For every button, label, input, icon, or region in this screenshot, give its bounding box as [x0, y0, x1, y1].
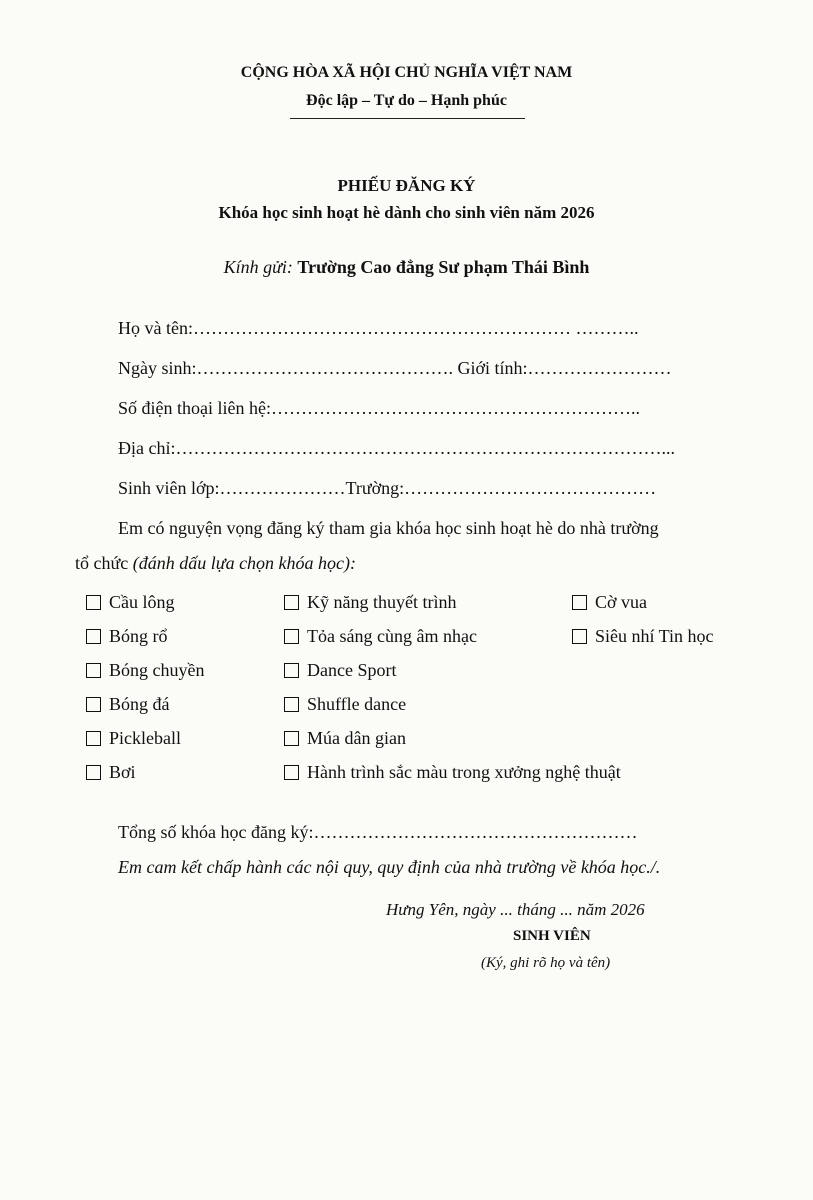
intro-prefix: tổ chức	[75, 553, 129, 573]
course-label: Shuffle dance	[307, 694, 407, 714]
full-name-field[interactable]: Họ và tên:……………………………………………………… ………..	[118, 318, 639, 338]
course-label: Kỹ năng thuyết trình	[307, 592, 457, 612]
nation-header: CỘNG HÒA XÃ HỘI CHỦ NGHĨA VIỆT NAM	[240, 64, 573, 81]
checkbox[interactable]	[572, 629, 587, 644]
checkbox[interactable]	[86, 697, 101, 712]
motto: Độc lập – Tự do – Hạnh phúc	[306, 92, 507, 109]
checkbox[interactable]	[284, 663, 299, 678]
course-label: Siêu nhí Tin học	[595, 626, 714, 646]
recipient-label: Kính gửi:	[223, 257, 293, 277]
total-courses-field[interactable]: Tổng số khóa học đăng ký:………………………………………………	[118, 822, 638, 842]
signature-note: (Ký, ghi rõ họ và tên)	[481, 955, 611, 971]
intro-instruction: (đánh dấu lựa chọn khóa học):	[132, 553, 357, 573]
course-option[interactable]	[284, 728, 406, 749]
checkbox[interactable]	[86, 765, 101, 780]
checkbox[interactable]	[284, 629, 299, 644]
course-option[interactable]	[284, 592, 456, 613]
course-label: Cờ vua	[595, 592, 648, 612]
course-label: Múa dân gian	[307, 728, 406, 748]
checkbox[interactable]	[284, 765, 299, 780]
course-option[interactable]	[284, 694, 406, 715]
course-option[interactable]	[284, 626, 477, 647]
course-label: Bơi	[109, 762, 136, 782]
course-label: Dance Sport	[307, 660, 397, 680]
form-title: PHIẾU ĐĂNG KÝ	[337, 176, 476, 195]
checkbox[interactable]	[86, 663, 101, 678]
course-label: Bóng đá	[109, 694, 170, 714]
course-option[interactable]	[86, 626, 168, 647]
intro-line-2	[75, 553, 356, 574]
course-option[interactable]	[86, 694, 170, 715]
dob-gender-field[interactable]: Ngày sinh:……………………………………. Giới tính:……………………	[118, 358, 672, 378]
phone-field[interactable]: Số điện thoại liên hệ:……………………………………………………..	[118, 398, 640, 418]
course-option[interactable]	[86, 592, 175, 613]
course-label: Hành trình sắc màu trong xưởng nghệ thuật	[307, 762, 621, 782]
checkbox[interactable]	[284, 731, 299, 746]
commitment-statement: Em cam kết chấp hành các nội quy, quy định của nhà trường về khóa học./.	[118, 857, 661, 877]
checkbox[interactable]	[284, 697, 299, 712]
recipient-line	[0, 257, 813, 278]
checkbox[interactable]	[86, 731, 101, 746]
class-school-field[interactable]: Sinh viên lớp:…………………Trường:……………………………………	[118, 478, 657, 498]
course-option[interactable]	[86, 660, 204, 681]
checkbox[interactable]	[86, 629, 101, 644]
course-option[interactable]	[284, 660, 396, 681]
course-option[interactable]	[284, 762, 621, 783]
intro-line-1: Em có nguyện vọng đăng ký tham gia khóa học sinh hoạt hè do nhà trường	[118, 518, 659, 538]
course-option[interactable]	[86, 762, 136, 783]
form-subtitle: Khóa học sinh hoạt hè dành cho sinh viên năm 2026	[218, 203, 595, 222]
course-option[interactable]	[86, 728, 181, 749]
checkbox[interactable]	[86, 595, 101, 610]
course-label: Tỏa sáng cùng âm nhạc	[307, 626, 477, 646]
date-line: Hưng Yên, ngày ... tháng ... năm 2026	[386, 900, 645, 919]
course-label: Bóng rổ	[109, 626, 168, 646]
course-option[interactable]	[572, 626, 714, 647]
recipient-name: Trường Cao đẳng Sư phạm Thái Bình	[297, 257, 590, 277]
course-label: Cầu lông	[109, 592, 175, 612]
course-option[interactable]	[572, 592, 647, 613]
signature-title: SINH VIÊN	[513, 928, 591, 944]
checkbox[interactable]	[284, 595, 299, 610]
checkbox[interactable]	[572, 595, 587, 610]
header-divider	[290, 118, 525, 119]
course-label: Bóng chuyền	[109, 660, 205, 680]
address-field[interactable]: Địa chỉ:………………………………………………………………………...	[118, 438, 675, 458]
course-label: Pickleball	[109, 728, 181, 748]
